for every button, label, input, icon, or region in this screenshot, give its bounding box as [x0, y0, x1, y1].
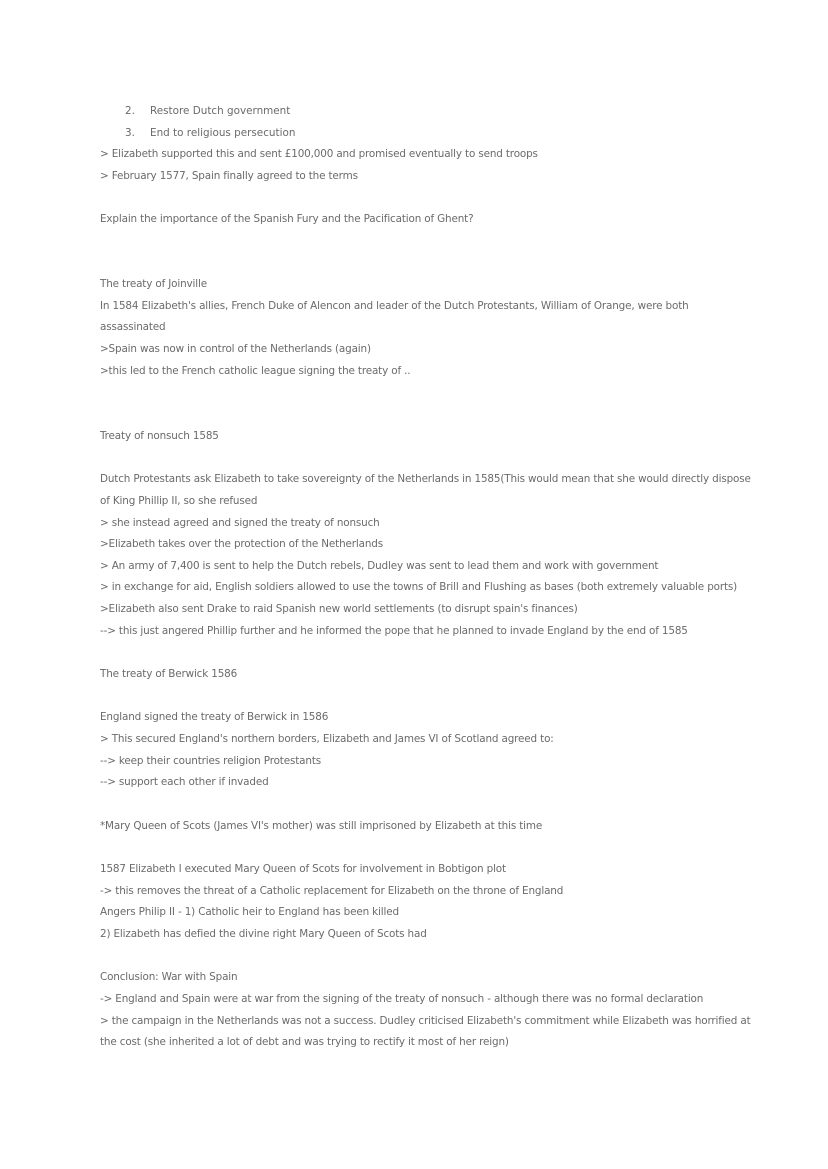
text-line: Angers Philip II - 1) Catholic heir to England has been killed	[100, 906, 399, 918]
text-line: > An army of 7,400 is sent to help the Dutch rebels, Dudley was sent to lead them and work with government	[100, 560, 659, 572]
text-line: the cost (she inherited a lot of debt and was trying to rectify it most of her reign)	[100, 1036, 509, 1048]
list-item-text: Restore Dutch government	[150, 105, 291, 117]
text-line: England signed the treaty of Berwick in 1586	[100, 711, 329, 723]
text-line: --> keep their countries religion Protestants	[100, 755, 322, 767]
section-heading: The treaty of Berwick 1586	[100, 668, 238, 680]
section-heading: The treaty of Joinville	[100, 278, 207, 290]
text-line: --> this just angered Phillip further and he informed the pope that he planned to invade England by the end of 1585	[100, 625, 688, 637]
question-line: Explain the importance of the Spanish Fury and the Pacification of Ghent?	[100, 213, 474, 225]
text-line: > she instead agreed and signed the treaty of nonsuch	[100, 517, 380, 529]
text-line: > the campaign in the Netherlands was not a success. Dudley criticised Elizabeth's commitment while Elizabeth was horrified at	[100, 1015, 751, 1027]
note-line: *Mary Queen of Scots (James VI's mother) was still imprisoned by Elizabeth at this time	[100, 820, 543, 832]
list-number: 2.	[125, 105, 135, 117]
text-line: >Spain was now in control of the Netherlands (again)	[100, 343, 371, 355]
list-item-text: End to religious persecution	[150, 127, 296, 139]
text-line: > February 1577, Spain finally agreed to the terms	[100, 170, 358, 182]
text-line: -> England and Spain were at war from the signing of the treaty of nonsuch - although there was no formal declaration	[100, 993, 704, 1005]
text-line: 2) Elizabeth has defied the divine right Mary Queen of Scots had	[100, 928, 427, 940]
text-line: Dutch Protestants ask Elizabeth to take sovereignty of the Netherlands in 1585(This would mean that she would directly dispose	[100, 473, 751, 485]
text-line: 1587 Elizabeth I executed Mary Queen of Scots for involvement in Bobtigon plot	[100, 863, 506, 875]
text-line: In 1584 Elizabeth's allies, French Duke of Alencon and leader of the Dutch Protestants, William of Orange, were both	[100, 300, 689, 312]
text-line: >Elizabeth takes over the protection of the Netherlands	[100, 538, 383, 550]
section-heading: Treaty of nonsuch 1585	[100, 430, 219, 442]
text-line: > This secured England's northern borders, Elizabeth and James VI of Scotland agreed to:	[100, 733, 554, 745]
text-line: -> this removes the threat of a Catholic replacement for Elizabeth on the throne of England	[100, 885, 564, 897]
text-line: > Elizabeth supported this and sent £100,000 and promised eventually to send troops	[100, 148, 538, 160]
text-line: >Elizabeth also sent Drake to raid Spanish new world settlements (to disrupt spain's finances)	[100, 603, 578, 615]
text-line: assassinated	[100, 321, 166, 333]
text-line: > in exchange for aid, English soldiers allowed to use the towns of Brill and Flushing as bases (both extremely valuable ports)	[100, 581, 738, 593]
text-line: of King Phillip II, so she refused	[100, 495, 258, 507]
list-number: 3.	[125, 127, 135, 139]
text-line: --> support each other if invaded	[100, 776, 269, 788]
text-line: >this led to the French catholic league signing the treaty of ..	[100, 365, 411, 377]
section-heading: Conclusion: War with Spain	[100, 971, 238, 983]
